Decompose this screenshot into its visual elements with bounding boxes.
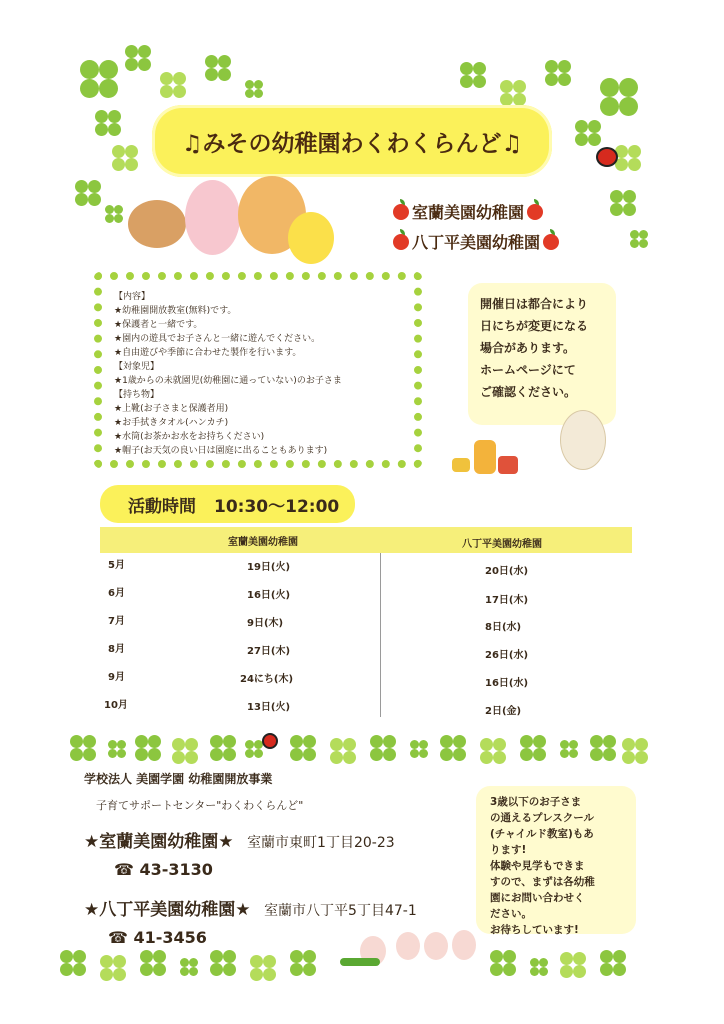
activity-time-bar (100, 485, 355, 523)
content-line: ★1歳からの未就園児(幼稚園に通っていない)のお子さま (114, 376, 342, 386)
preschool-line: の通えるプレスクール (490, 812, 595, 824)
schedule-date-hacchodaira: 8日(水) (485, 622, 522, 633)
content-line: 【内容】 (114, 292, 151, 302)
school-1-phone: ☎ 43-3130 (114, 860, 213, 879)
content-line: ★お手拭きタオル(ハンカチ) (114, 418, 229, 428)
organization-name: 学校法人 美園学園 幼稚園開放事業 (84, 772, 273, 786)
schedule-date-hacchodaira: 17日(木) (485, 595, 529, 606)
schedule-date-hacchodaira: 16日(水) (485, 678, 529, 689)
school-contact-2 (84, 895, 417, 920)
content-line: ★水筒(お茶かお水をお持ちください) (114, 432, 265, 442)
apple-icon (393, 204, 409, 220)
schedule-header (100, 527, 632, 553)
preschool-line: 園にお問い合わせく (490, 892, 585, 904)
school-contact-1 (84, 827, 417, 852)
schedule-date-muroran: 16日(火) (247, 590, 291, 601)
preschool-info-box (476, 786, 636, 934)
schedule-date-hacchodaira: 2日(金) (485, 706, 522, 717)
notice-line: 日にちが変更になる (480, 319, 589, 333)
school-name-2: 八丁平美園幼稚園 (390, 230, 562, 253)
activity-time-value: 10:30～12:00 (214, 496, 340, 517)
notice-line: ご確認ください。 (480, 385, 577, 399)
preschool-line: ださい。 (490, 908, 532, 920)
preschool-line: (チャイルド教室)もあ (490, 828, 594, 840)
preschool-line: ります! (490, 844, 527, 856)
schedule-date-muroran: 24にち(木) (240, 674, 294, 685)
content-line: ★園内の遊具でお子さんと一緒に遊んでください。 (114, 334, 321, 344)
content-line: ★幼稚園開放教室(無料)です。 (114, 306, 237, 316)
schedule-month: 9月 (108, 672, 125, 683)
content-line: ★帽子(お天気の良い日は園庭に出ることもあります) (114, 446, 328, 456)
schedule-header-muroran: 室蘭美園幼稚園 (228, 537, 298, 548)
ladybug-icon (262, 733, 278, 749)
column-divider (380, 553, 381, 717)
content-box (94, 272, 422, 468)
school-1-name: ★室蘭美園幼稚園★ (84, 832, 234, 852)
apple-icon (393, 234, 409, 250)
center-name: 子育てサポートセンター"わくわくらんど" (96, 799, 304, 812)
ladybug-icon (596, 147, 618, 167)
content-line: 【持ち物】 (114, 390, 160, 400)
school-1-address: 室蘭市東町1丁目20-23 (247, 835, 395, 851)
schedule-header-hacchodaira: 八丁平美園幼稚園 (462, 539, 542, 550)
activity-time-label: 活動時間 (128, 496, 196, 517)
page-title: ♫みその幼稚園わくわくらんど♫ (152, 105, 552, 177)
notice-line: 場合があります。 (480, 341, 576, 355)
schedule-date-muroran: 13日(火) (247, 702, 291, 713)
schedule-month: 10月 (104, 700, 128, 711)
preschool-line: 3歳以下のお子さま (490, 796, 582, 808)
apple-icon (543, 234, 559, 250)
schedule-date-muroran: 19日(火) (247, 562, 291, 573)
content-line: ★自由遊びや季節に合わせた製作を行います。 (114, 348, 302, 358)
content-line: ★上靴(お子さまと保護者用) (114, 404, 229, 414)
school-2-name: ★八丁平美園幼稚園★ (84, 900, 251, 920)
schedule-month: 6月 (108, 588, 125, 599)
notice-box (468, 283, 616, 425)
preschool-line: すので、まずは各幼稚 (490, 876, 595, 888)
schedule-date-muroran: 9日(木) (247, 618, 284, 629)
preschool-line: お待ちしています! (490, 924, 579, 936)
school-name-1: 室蘭美園幼稚園 (390, 200, 546, 223)
schedule-month: 8月 (108, 644, 125, 655)
schedule-month: 5月 (108, 560, 125, 571)
schedule-month: 7月 (108, 616, 125, 627)
footer-info (84, 770, 417, 947)
school-2-phone: ☎ 41-3456 (108, 928, 207, 947)
apple-icon (527, 204, 543, 220)
schedule-date-muroran: 27日(木) (247, 646, 291, 657)
schedule-date-hacchodaira: 20日(水) (485, 566, 529, 577)
schedule-date-hacchodaira: 26日(水) (485, 650, 529, 661)
content-line: ★保護者と一緒です。 (114, 320, 203, 330)
content-line: 【対象児】 (114, 362, 160, 372)
notice-line: ホームページにて (480, 363, 576, 377)
school-2-address: 室蘭市八丁平5丁目47-1 (264, 903, 417, 919)
notice-line: 開催日は都合により (480, 297, 589, 311)
preschool-line: 体験や見学もできま (490, 860, 585, 872)
